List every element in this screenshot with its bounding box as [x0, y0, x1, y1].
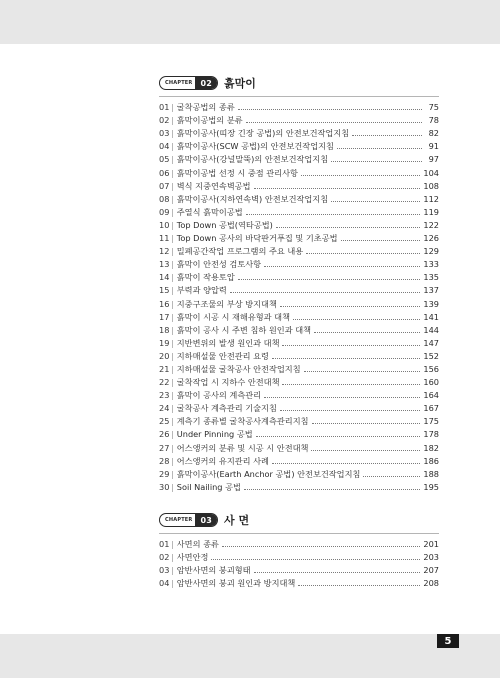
toc-entry-title: 흙막이공사(강널말뚝)의 안전보건작업지침 — [176, 154, 329, 165]
toc-entry-page: 182 — [423, 442, 439, 453]
chapter-title: 흙막이 — [224, 77, 256, 90]
toc-entry[interactable] — [159, 295, 439, 308]
toc-separator: | — [171, 141, 174, 152]
page-number: 5 — [437, 634, 459, 648]
toc-entry-number: 23 — [159, 390, 170, 401]
toc-entry[interactable] — [159, 361, 439, 374]
toc-entry-page: 122 — [423, 219, 439, 230]
toc-entry-page: 207 — [423, 565, 439, 576]
toc-separator: | — [171, 565, 174, 576]
toc-entry[interactable] — [159, 217, 439, 230]
toc-entry-number: 28 — [159, 455, 170, 466]
toc-entry[interactable] — [159, 348, 439, 361]
toc-entry-title: 계측기 종류별 굴착공사계측관리지침 — [176, 416, 309, 427]
toc-entry-number: 15 — [159, 285, 170, 296]
toc-entry-page: 164 — [423, 390, 439, 401]
toc-entry-page: 112 — [423, 193, 439, 204]
chapter-badge-label: CHAPTER — [165, 80, 193, 86]
toc-entry-title: 흙막이 안전성 검토사항 — [176, 259, 262, 270]
toc-entry-number: 29 — [159, 468, 170, 479]
toc-dot-leader — [246, 214, 421, 215]
toc-entry-number: 25 — [159, 416, 170, 427]
toc-separator: | — [171, 468, 174, 479]
toc-separator: | — [171, 128, 174, 139]
toc-dot-leader — [230, 292, 421, 293]
toc-entry-title: 어스앵커의 유지관리 사례 — [176, 455, 269, 466]
chapter-divider — [159, 533, 439, 534]
toc-dot-leader — [331, 161, 422, 162]
toc-entry-title: 사면안정 — [176, 552, 209, 563]
toc-entry[interactable] — [159, 191, 439, 204]
toc-separator: | — [171, 180, 174, 191]
toc-dot-leader — [276, 227, 421, 228]
toc-entry-page: 75 — [428, 102, 439, 113]
chapter-badge-number: 03 — [195, 514, 217, 526]
chapter-badge-number: 02 — [195, 77, 217, 89]
toc-entry-number: 27 — [159, 442, 170, 453]
toc-entry[interactable] — [159, 230, 439, 243]
toc-entry-number: 02 — [159, 115, 170, 126]
toc-separator: | — [171, 259, 174, 270]
toc-entry-title: 흙막이 작용토압 — [176, 272, 235, 283]
toc-separator: | — [171, 363, 174, 374]
toc-entry-title: 지중구조물의 부상 방지대책 — [176, 298, 277, 309]
toc-dot-leader — [238, 109, 422, 110]
toc-dot-leader — [254, 572, 421, 573]
toc-entry[interactable] — [159, 138, 439, 151]
toc-entry-page: 186 — [423, 455, 439, 466]
toc-entry-title: 지반변위의 발생 원인과 대책 — [176, 337, 280, 348]
toc-entry[interactable] — [159, 374, 439, 387]
toc-entry-number: 14 — [159, 272, 170, 283]
toc-dot-leader — [301, 175, 420, 176]
toc-entry-number: 19 — [159, 337, 170, 348]
toc-dot-leader — [280, 410, 420, 411]
toc-entry-page: 156 — [423, 363, 439, 374]
toc-entry-page: 167 — [423, 403, 439, 414]
toc-dot-leader — [246, 122, 422, 123]
toc-entry-number: 03 — [159, 128, 170, 139]
toc-entry-number: 04 — [159, 141, 170, 152]
bottom-margin-band — [0, 634, 500, 678]
toc-dot-leader — [222, 546, 420, 547]
toc-entry-page: 147 — [423, 337, 439, 348]
toc-entry-title: 부력과 양압력 — [176, 285, 227, 296]
toc-dot-leader — [314, 332, 420, 333]
toc-entry-page: 78 — [428, 115, 439, 126]
chapter-heading — [159, 513, 439, 527]
toc-entry-page: 97 — [428, 154, 439, 165]
chapter-03-section — [159, 513, 439, 588]
toc-entry[interactable] — [159, 536, 439, 549]
toc-entry-page: 129 — [423, 246, 439, 257]
chapter-badge-label: CHAPTER — [165, 517, 193, 523]
toc-entry-page: 137 — [423, 285, 439, 296]
toc-entry-title: 밀폐공간작업 프로그램의 주요 내용 — [176, 246, 304, 257]
toc-entry-page: 160 — [423, 377, 439, 388]
toc-dot-leader — [352, 135, 422, 136]
toc-dot-leader — [282, 384, 420, 385]
toc-entry[interactable] — [159, 575, 439, 588]
toc-dot-leader — [363, 476, 420, 477]
toc-separator: | — [171, 455, 174, 466]
toc-entry-number: 12 — [159, 246, 170, 257]
toc-entry-page: 139 — [423, 298, 439, 309]
toc-separator: | — [171, 552, 174, 563]
toc-entry-number: 07 — [159, 180, 170, 191]
toc-entry-page: 152 — [423, 350, 439, 361]
toc-entry-title: 흙막이공사(띠장 긴장 공법)의 안전보건작업지침 — [176, 128, 350, 139]
toc-entry-page: 82 — [428, 128, 439, 139]
toc-entry[interactable] — [159, 164, 439, 177]
toc-entry-page: 91 — [428, 141, 439, 152]
toc-entry-title: 흙막이공사(지하연속벽) 안전보건작업지침 — [176, 193, 329, 204]
toc-separator: | — [171, 115, 174, 126]
toc-entry[interactable] — [159, 112, 439, 125]
toc-separator: | — [171, 442, 174, 453]
toc-separator: | — [171, 206, 174, 217]
toc-entry-number: 11 — [159, 233, 170, 244]
toc-entry-number: 16 — [159, 298, 170, 309]
toc-entry-title: 지하매설물 굴착공사 안전작업지침 — [176, 363, 301, 374]
toc-entry-page: 108 — [423, 180, 439, 191]
toc-dot-leader — [280, 306, 420, 307]
toc-entry[interactable] — [159, 387, 439, 400]
toc-separator: | — [171, 102, 174, 113]
toc-separator: | — [171, 390, 174, 401]
toc-entry-title: 흙막이공법 선정 시 중점 관리사항 — [176, 167, 298, 178]
toc-entry[interactable] — [159, 453, 439, 466]
toc-dot-leader — [244, 489, 420, 490]
chapter-divider — [159, 96, 439, 97]
toc-entry-title: 어스앵커의 분류 및 시공 시 안전대책 — [176, 442, 309, 453]
toc-dot-leader — [337, 148, 422, 149]
toc-dot-leader — [311, 450, 420, 451]
toc-dot-leader — [331, 201, 420, 202]
toc-separator: | — [171, 311, 174, 322]
toc-separator: | — [171, 219, 174, 230]
toc-separator: | — [171, 403, 174, 414]
toc-entry[interactable] — [159, 400, 439, 413]
toc-entry[interactable] — [159, 151, 439, 164]
toc-dot-leader — [272, 358, 420, 359]
toc-entry[interactable] — [159, 426, 439, 439]
toc-entry-page: 188 — [423, 468, 439, 479]
toc-entry-title: 암반사면의 붕괴형태 — [176, 565, 251, 576]
toc-entry-page: 141 — [423, 311, 439, 322]
toc-entry[interactable] — [159, 562, 439, 575]
toc-separator: | — [171, 539, 174, 550]
toc-entry-title: 굴착공법의 종류 — [176, 102, 235, 113]
toc-dot-leader — [312, 423, 421, 424]
toc-entry-number: 22 — [159, 377, 170, 388]
toc-entry-title: 굴착작업 시 지하수 안전대책 — [176, 377, 280, 388]
toc-entry[interactable] — [159, 322, 439, 335]
chapter-title: 사 면 — [224, 514, 250, 527]
toc-entry[interactable] — [159, 413, 439, 426]
toc-entry-page: 175 — [423, 416, 439, 427]
toc-entry-title: Top Down 공사의 바닥판거푸집 및 기초공법 — [176, 233, 338, 244]
toc-entry-number: 24 — [159, 403, 170, 414]
toc-dot-leader — [304, 371, 421, 372]
toc-separator: | — [171, 298, 174, 309]
toc-entry-number: 10 — [159, 219, 170, 230]
toc-entry-page: 208 — [423, 578, 439, 589]
toc-entry-number: 01 — [159, 102, 170, 113]
toc-entry-title: Soil Nailing 공법 — [176, 481, 241, 492]
toc-entry-page: 119 — [423, 206, 439, 217]
toc-entry-title: Top Down 공법(역타공법) — [176, 219, 273, 230]
toc-entry-number: 03 — [159, 565, 170, 576]
toc-list — [159, 99, 439, 492]
toc-entry[interactable] — [159, 178, 439, 191]
toc-entry[interactable] — [159, 269, 439, 282]
toc-entry-number: 01 — [159, 539, 170, 550]
toc-entry-number: 21 — [159, 363, 170, 374]
toc-separator: | — [171, 429, 174, 440]
toc-entry-title: 굴착공사 계측관리 기술지침 — [176, 403, 277, 414]
toc-entry[interactable] — [159, 243, 439, 256]
toc-entry-page: 195 — [423, 481, 439, 492]
toc-separator: | — [171, 285, 174, 296]
toc-entry[interactable] — [159, 309, 439, 322]
toc-dot-leader — [238, 279, 421, 280]
toc-entry-number: 20 — [159, 350, 170, 361]
toc-separator: | — [171, 578, 174, 589]
toc-entry-page: 104 — [423, 167, 439, 178]
toc-separator: | — [171, 246, 174, 257]
toc-dot-leader — [256, 436, 421, 437]
toc-dot-leader — [298, 585, 420, 586]
toc-entry-title: 지하매설물 안전관리 요령 — [176, 350, 269, 361]
toc-separator: | — [171, 324, 174, 335]
toc-separator: | — [171, 337, 174, 348]
toc-entry-title: 암반사면의 붕괴 원인과 방지대책 — [176, 578, 296, 589]
toc-dot-leader — [254, 188, 421, 189]
toc-dot-leader — [264, 397, 420, 398]
toc-separator: | — [171, 154, 174, 165]
toc-entry[interactable] — [159, 479, 439, 492]
chapter-badge — [159, 76, 218, 90]
toc-entry[interactable] — [159, 99, 439, 112]
toc-entry-number: 05 — [159, 154, 170, 165]
toc-entry-number: 17 — [159, 311, 170, 322]
toc-entry-title: 흙막이 시공 시 재해유형과 대책 — [176, 311, 290, 322]
toc-dot-leader — [211, 559, 420, 560]
toc-entry-title: 흙막이공사(SCW 공법)의 안전보건작업지침 — [176, 141, 334, 152]
toc-entry-title: 흙막이공법의 분류 — [176, 115, 243, 126]
toc-entry-title: 흙막이 공사 시 주변 침하 원인과 대책 — [176, 324, 312, 335]
toc-separator: | — [171, 233, 174, 244]
chapter-heading — [159, 76, 439, 90]
toc-entry-number: 09 — [159, 206, 170, 217]
toc-entry[interactable] — [159, 439, 439, 452]
toc-dot-leader — [264, 266, 420, 267]
toc-entry[interactable] — [159, 466, 439, 479]
toc-entry-number: 08 — [159, 193, 170, 204]
chapter-02-section — [159, 76, 439, 492]
toc-entry-number: 30 — [159, 481, 170, 492]
toc-dot-leader — [306, 253, 420, 254]
toc-entry-title: 흙막이 공사의 계측관리 — [176, 390, 262, 401]
toc-entry-number: 18 — [159, 324, 170, 335]
toc-entry-page: 203 — [423, 552, 439, 563]
toc-entry-page: 135 — [423, 272, 439, 283]
toc-separator: | — [171, 193, 174, 204]
toc-entry[interactable] — [159, 282, 439, 295]
toc-entry-title: 벽식 지중연속벽공법 — [176, 180, 251, 191]
toc-entry[interactable] — [159, 335, 439, 348]
toc-entry-title: 주열식 흙막이공법 — [176, 206, 243, 217]
toc-entry-title: Under Pinning 공법 — [176, 429, 253, 440]
toc-separator: | — [171, 350, 174, 361]
toc-entry[interactable] — [159, 549, 439, 562]
toc-dot-leader — [341, 240, 421, 241]
toc-entry[interactable] — [159, 125, 439, 138]
toc-separator: | — [171, 377, 174, 388]
toc-separator: | — [171, 272, 174, 283]
toc-entry-title: 사면의 종류 — [176, 539, 219, 550]
toc-entry-title: 흙막이공사(Earth Anchor 공법) 안전보건작업지침 — [176, 468, 361, 479]
chapter-badge — [159, 513, 218, 527]
toc-entry-page: 133 — [423, 259, 439, 270]
toc-dot-leader — [282, 345, 420, 346]
toc-entry[interactable] — [159, 204, 439, 217]
toc-separator: | — [171, 416, 174, 427]
toc-entry-page: 126 — [423, 233, 439, 244]
toc-entry-page: 178 — [423, 429, 439, 440]
toc-entry-number: 26 — [159, 429, 170, 440]
toc-entry[interactable] — [159, 256, 439, 269]
toc-entry-number: 13 — [159, 259, 170, 270]
toc-entry-number: 06 — [159, 167, 170, 178]
toc-entry-number: 04 — [159, 578, 170, 589]
toc-separator: | — [171, 481, 174, 492]
toc-entry-number: 02 — [159, 552, 170, 563]
toc-list — [159, 536, 439, 588]
top-margin-band — [0, 0, 500, 44]
toc-entry-page: 144 — [423, 324, 439, 335]
toc-dot-leader — [293, 319, 420, 320]
toc-entry-page: 201 — [423, 539, 439, 550]
toc-dot-leader — [272, 463, 420, 464]
toc-separator: | — [171, 167, 174, 178]
